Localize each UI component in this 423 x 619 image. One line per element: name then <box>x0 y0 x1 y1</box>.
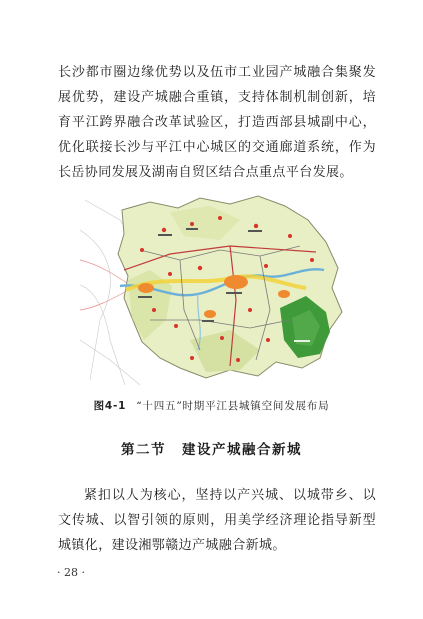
eastern-town <box>278 290 290 298</box>
section-heading <box>0 438 423 458</box>
figure-number: 图4-1 <box>93 400 127 412</box>
western-sub-center <box>138 283 154 293</box>
page-number: · 28 · <box>57 566 85 579</box>
county-spatial-layout-map <box>80 190 352 385</box>
outro-paragraph: 紧扣以人为核心，坚持以产兴城、以城带乡、以文传城、以智引领的原则，用美学经济理论指导新型城镇化，建设湘鄂赣边产城融合新城。 <box>58 488 376 553</box>
figure-caption <box>0 398 423 413</box>
section-label: 第二节 <box>121 442 166 458</box>
central-urban-area <box>224 275 248 289</box>
southern-town <box>204 310 216 318</box>
intro-paragraph: 长沙都市圈边缘优势以及伍市工业园产城融合集聚发展优势，建设产城融合重镇，支持体制机制创新，培育平江跨界融合改革试验区，打造西部县城副中心，优化联接长沙与平江中心城区的交通廊道系统，作为长岳协同发展及湖南自贸区结合点重点平台发展。 <box>58 65 376 180</box>
section-title: 建设产城融合新城 <box>182 442 302 458</box>
figure-title: “十四五”时期平江县城镇空间发展布局 <box>136 400 330 412</box>
